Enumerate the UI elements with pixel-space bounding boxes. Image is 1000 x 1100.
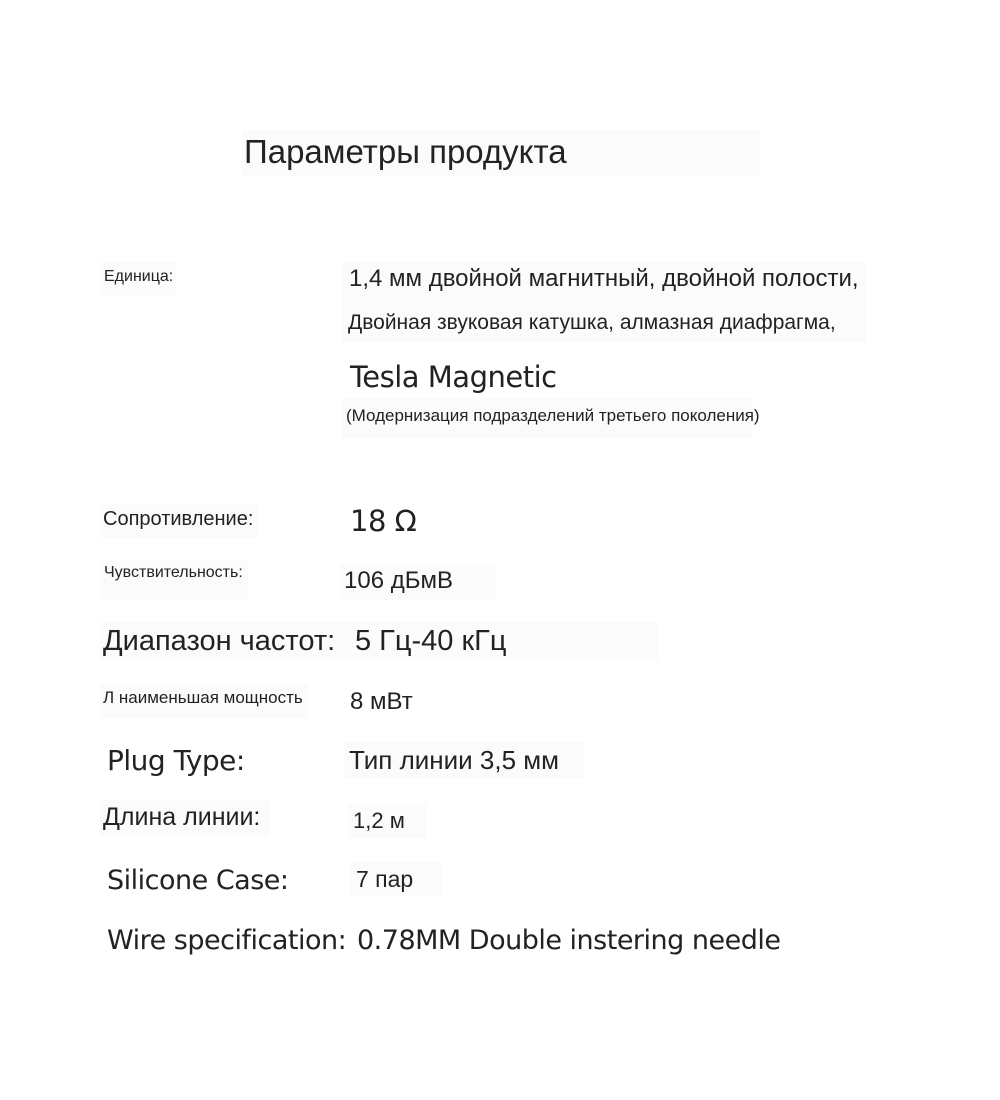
silicone-case-value: 7 пар bbox=[356, 866, 414, 892]
silicone-case-label: Silicone Case: bbox=[107, 865, 289, 896]
plug-type-value: Тип линии 3,5 мм bbox=[349, 745, 560, 775]
min-power-label: Л наименьшая мощность bbox=[103, 688, 303, 707]
frequency-value: 5 Гц-40 кГц bbox=[355, 625, 507, 657]
sensitivity-label: Чувствительность: bbox=[104, 564, 243, 581]
unit-value-line-3: Tesla Magnetic bbox=[350, 360, 557, 394]
sensitivity-value: 106 дБмВ bbox=[344, 567, 453, 594]
wire-spec-label: Wire specification: bbox=[107, 925, 347, 956]
impedance-label: Сопротивление: bbox=[103, 508, 254, 530]
frequency-label: Диапазон частот: bbox=[103, 625, 336, 657]
cable-length-value: 1,2 м bbox=[353, 808, 405, 833]
unit-value-line-2: Двойная звуковая катушка, алмазная диафрагма, bbox=[348, 311, 836, 334]
unit-label: Единица: bbox=[104, 268, 174, 285]
min-power-value: 8 мВт bbox=[350, 688, 413, 715]
page-title: Параметры продукта bbox=[244, 133, 567, 170]
wire-spec-value: 0.78MM Double instering needle bbox=[357, 925, 781, 956]
impedance-value: 18 Ω bbox=[350, 504, 417, 538]
cable-length-label: Длина линии: bbox=[103, 803, 261, 831]
plug-type-label: Plug Type: bbox=[107, 744, 245, 777]
unit-value-line-1: 1,4 мм двойной магнитный, двойной полости, bbox=[349, 265, 859, 292]
unit-value-note: (Модернизация подразделений третьего поколения) bbox=[346, 406, 760, 425]
